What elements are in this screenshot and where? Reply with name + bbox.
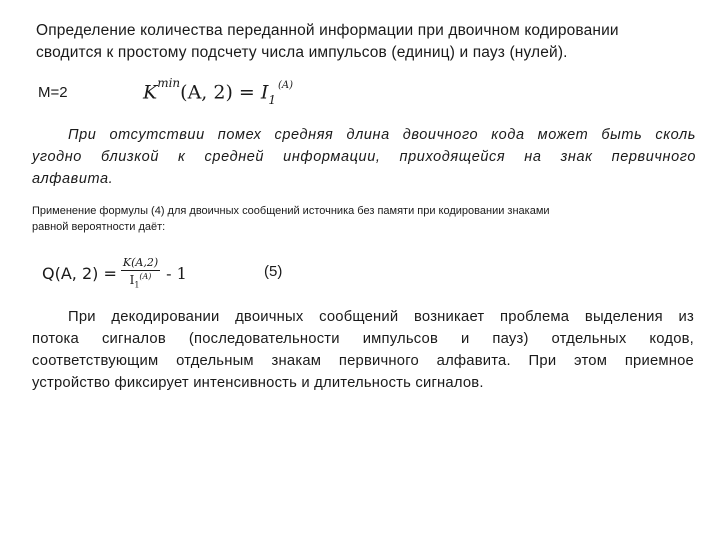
formula-q-den-superscript: (A) [139, 272, 152, 282]
body-paragraph [32, 306, 694, 394]
formula-i-symbol: I [260, 81, 269, 104]
italic-line: алфавита. [32, 171, 114, 187]
formula-i-subscript: 1 [268, 93, 277, 108]
body-line: При декодировании двоичных сообщений возникает проблема выделения из [68, 309, 694, 325]
body-line: устройство фиксирует интенсивность и длительность сигналов. [32, 375, 484, 391]
body-line: потока сигналов (последовательности импульсов и пауз) отдельных кодов, [32, 331, 694, 347]
heading-paragraph [36, 20, 686, 64]
formula-q-den-subscript: 1 [134, 280, 140, 290]
formula-q-fraction [121, 256, 160, 289]
italic-paragraph [32, 124, 696, 190]
heading-line: сводится к простому подсчету числа импульсов (единиц) и пауз (нулей). [36, 44, 568, 61]
small-line: Применение формулы (4) для двоичных сообщений источника без памяти при кодировании знаками [32, 205, 550, 217]
formula-k-symbol: K [143, 81, 158, 104]
heading-line: Определение количества переданной информации при двоичном кодировании [36, 22, 619, 39]
formula-min-superscript: min [157, 76, 181, 90]
formula-q-denominator [130, 271, 152, 289]
small-paragraph [32, 203, 692, 235]
formula-q-den-i: I [129, 273, 135, 288]
formula-kmin [143, 76, 294, 108]
equation-number: (5) [264, 263, 283, 280]
formula-q [42, 255, 187, 291]
body-line: соответствующим отдельным знакам первичного алфавита. При этом приемное [32, 353, 694, 369]
formula-q-rhs: - 1 [166, 263, 187, 283]
formula-args: (A, 2) = [180, 81, 261, 104]
italic-line: При отсутствии помех средняя длина двоичного кода может быть сколь [68, 127, 696, 143]
italic-line: угодно близкой к средней информации, приходящейся на знак первичного [32, 149, 696, 165]
formula-q-lhs: Q(A, 2) = [42, 263, 117, 283]
formula-q-numerator: K(A,2) [122, 256, 159, 270]
formula-i-superscript: (A) [278, 80, 294, 92]
small-line: равной вероятности даёт: [32, 221, 166, 233]
m-value-label: M=2 [38, 84, 68, 101]
